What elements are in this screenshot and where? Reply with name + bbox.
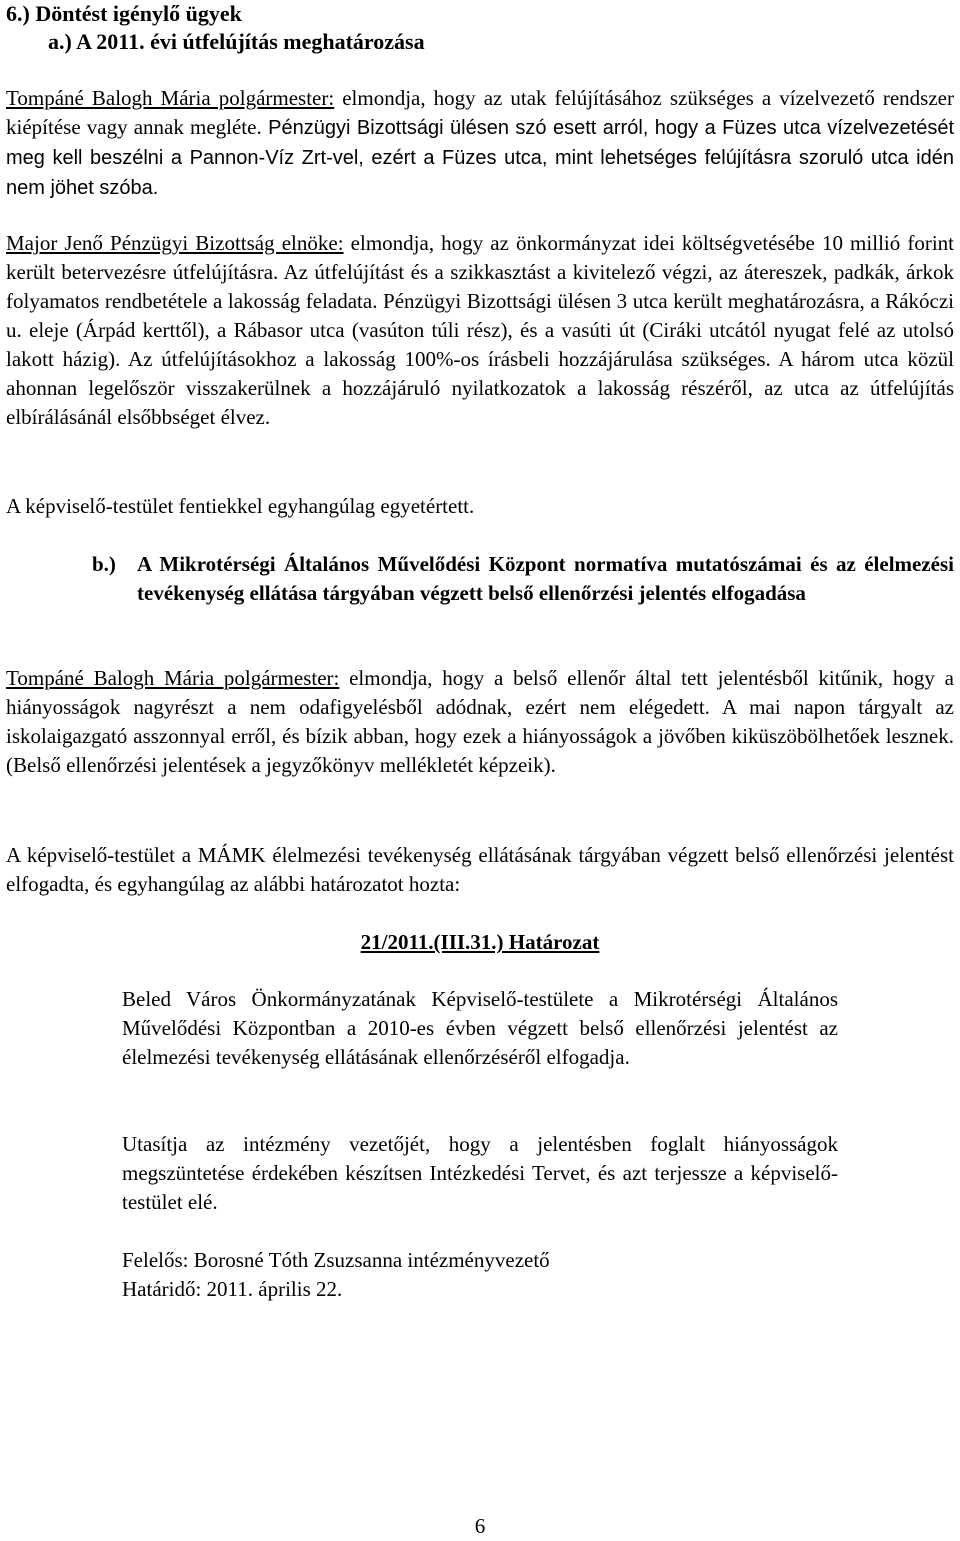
paragraph-text: elmondja, hogy az utak felújításához szükséges a vízelvezető rendszer kiépítése vagy annak megléte. bbox=[6, 86, 954, 139]
subsection-b-heading bbox=[92, 550, 954, 608]
paragraph-committee-chair bbox=[6, 229, 954, 432]
resolution-responsible: Felelős: Borosné Tóth Zsuzsanna intézményvezető bbox=[122, 1248, 550, 1272]
section-heading: 6.) Döntést igénylő ügyek bbox=[6, 1, 242, 26]
paragraph-text-sans: Pénzügyi Bizottsági ülésen szó esett arról, hogy a Füzes utca vízelvezetését meg kell beszélni a Pannon-Víz Zrt-vel, ezért a Füzes utca, mint lehetséges felújításra szoruló utca idén nem jöhet szóba. bbox=[6, 117, 954, 199]
paragraph-mayor-roads bbox=[6, 84, 954, 203]
resolution-title: 21/2011.(III.31.) Határozat bbox=[360, 930, 600, 954]
page-number: 6 bbox=[474, 1514, 486, 1538]
speaker-committee-chair: Major Jenő Pénzügyi Bizottság elnöke: bbox=[6, 231, 344, 255]
paragraph-text: elmondja, hogy az önkormányzat idei költségvetésébe 10 millió forint került betervezésre útfelújításra. Az útfelújítást és a szikkasztást a kivitelező végzi, az átereszek, padkák, árkok folyamatos rendbetétele a lakosság feladata. Pénzügyi Bizottsági ülésen 3 utca került meghatározásra, a Rákóczi u. eleje (Árpád kerttől), a Rábasor utca (vasúton túli rész), és a vasúti út (Ciráki utcától nyugat felé az utolsó lakott házig). Az útfelújításokhoz a lakosság 100%-os írásbeli hozzájárulása szükséges. A három utca közül ahonnan legelőször visszakerülnek a hozzájáruló nyilatkozatok a lakosság részéről, az utca az útfelújítás elbírálásánál elsőbbséget élvez. bbox=[6, 231, 954, 429]
resolution-deadline: Határidő: 2011. április 22. bbox=[122, 1277, 343, 1301]
paragraph-text: elmondja, hogy a belső ellenőr által tett jelentésből kitűnik, hogy a hiányosságok nagyrészt a nem odafigyelésből adódnak, ezért nem elégedett. A mai napon tárgyalt az iskolaigazgató asszonnyal erről, és bízik abban, hogy ezek a hiányosságok a jövőben kiküszöbölhetőek lesznek. (Belső ellenőrzési jelentések a jegyzőkönyv mellékletét képzeik). bbox=[6, 666, 954, 777]
speaker-mayor: Tompáné Balogh Mária polgármester: bbox=[6, 86, 335, 110]
paragraph-mayor-audit bbox=[6, 664, 954, 780]
resolution-text-2: Utasítja az intézmény vezetőjét, hogy a jelentésben foglalt hiányosságok megszüntetése érdekében készítsen Intézkedési Tervet, és azt terjessze a képviselő-testület elé. bbox=[122, 1132, 838, 1214]
subsection-b-label: b.) bbox=[92, 552, 116, 576]
paragraph-decision: A képviselő-testület a MÁMK élelmezési tevékenység ellátásának tárgyában végzett belső ellenőrzési jelentést elfogadta, és egyhangúlag az alábbi határozatot hozta: bbox=[6, 843, 954, 896]
subsection-a-heading: a.) A 2011. évi útfelújítás meghatározása bbox=[48, 29, 425, 54]
speaker-mayor: Tompáné Balogh Mária polgármester: bbox=[6, 666, 340, 690]
subsection-b-title: A Mikrotérségi Általános Művelődési Központ normatíva mutatószámai és az élelmezési tevékenység ellátása tárgyában végzett belső ellenőrzési jelentés elfogadása bbox=[137, 552, 954, 605]
resolution-text-1: Beled Város Önkormányzatának Képviselő-testülete a Mikrotérségi Általános Művelődési Központban a 2010-es évben végzett belső ellenőrzési jelentést az élelmezési tevékenység ellátásának ellenőrzéséről elfogadja. bbox=[122, 987, 838, 1069]
paragraph-agreement: A képviselő-testület fentiekkel egyhangúlag egyetértett. bbox=[6, 494, 475, 518]
